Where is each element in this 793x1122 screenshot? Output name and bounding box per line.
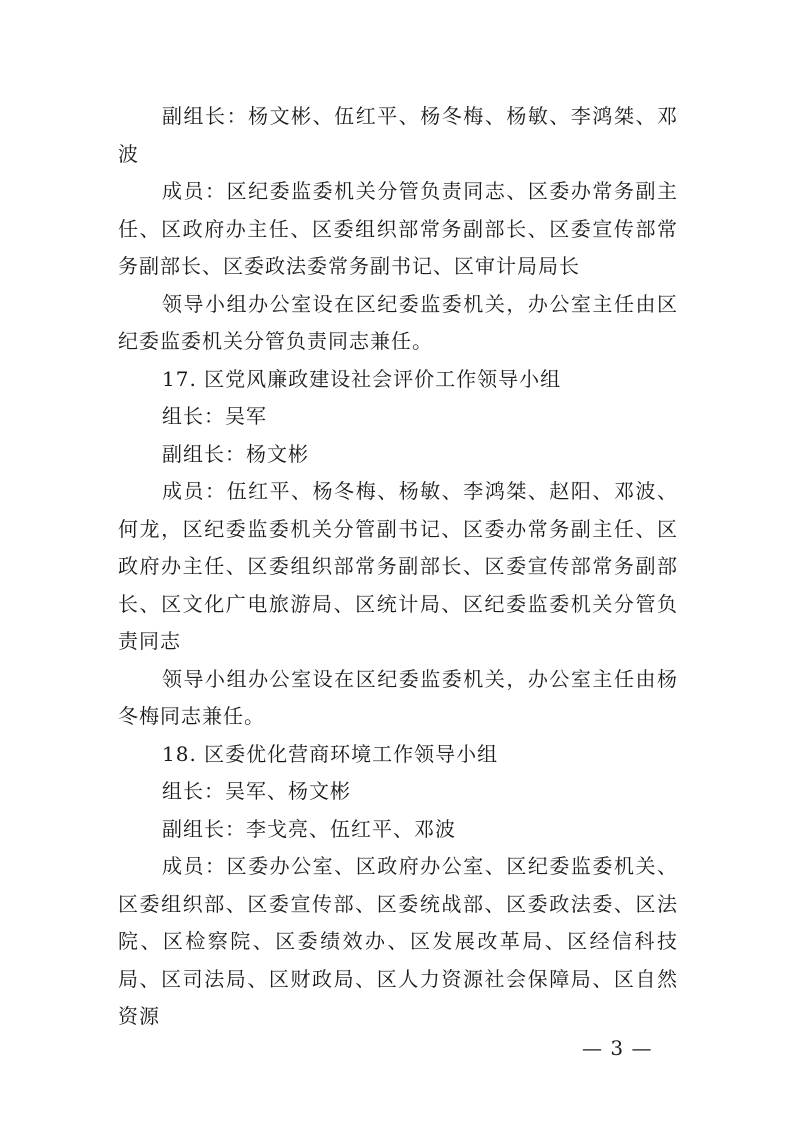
paragraph-members-16: 成员：区纪委监委机关分管负责同志、区委办常务副主任、区政府办主任、区委组织部常务副部长、区委宣传部常务副部长、区委政法委常务副书记、区审计局局长: [118, 179, 678, 278]
paragraph-members-18: 成员：区委办公室、区政府办公室、区纪委监委机关、区委组织部、区委宣传部、区委统战部、区委政法委、区法院、区检察院、区委绩效办、区发展改革局、区经信科技局、区司法局、区财政局、区人力资源社会保障局、区自然资源: [118, 854, 678, 1028]
paragraph-office-17: 领导小组办公室设在区纪委监委机关，办公室主任由杨冬梅同志兼任。: [118, 666, 678, 728]
page-number: — 3 —: [582, 1036, 653, 1060]
paragraph-vice-leader-17: 副组长：杨文彬: [162, 441, 309, 466]
paragraph-leader-17: 组长：吴军: [162, 404, 267, 428]
section-heading-18: 18. 区委优化营商环境工作领导小组: [162, 741, 499, 766]
paragraph-vice-leaders-18: 副组长：李戈亮、伍红平、邓波: [162, 816, 456, 841]
paragraph-vice-leaders-16: 副组长：杨文彬、伍红平、杨冬梅、杨敏、李鸿桀、邓波: [118, 104, 678, 166]
paragraph-leaders-18: 组长：吴军、杨文彬: [162, 779, 351, 803]
paragraph-members-17: 成员：伍红平、杨冬梅、杨敏、李鸿桀、赵阳、邓波、何龙，区纪委监委机关分管副书记、区委办常务副主任、区政府办主任、区委组织部常务副部长、区委宣传部常务副部长、区文化广电旅游局、区统计局、区纪委监委机关分管负责同志: [118, 479, 678, 653]
paragraph-office-16: 领导小组办公室设在区纪委监委机关，办公室主任由区纪委监委机关分管负责同志兼任。: [118, 291, 678, 353]
document-body: [118, 98, 678, 1036]
section-heading-17: 17. 区党风廉政建设社会评价工作领导小组: [162, 366, 562, 391]
